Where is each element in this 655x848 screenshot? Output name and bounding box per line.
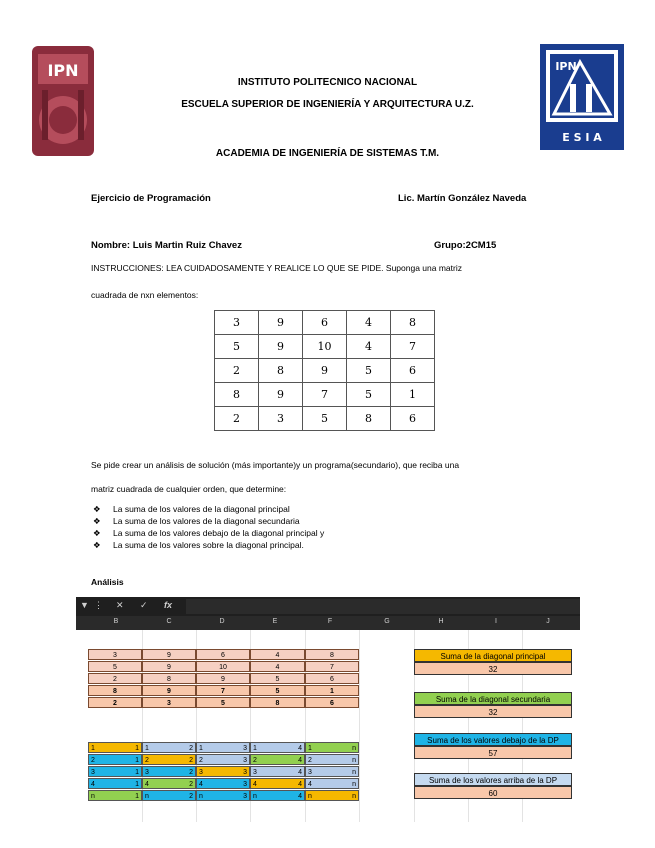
teacher-name: Lic. Martín González Naveda [398,193,527,204]
diag-principal-label[interactable]: Suma de la diagonal principal [414,649,572,662]
matrix-cell: 9 [303,359,347,383]
column-header[interactable]: C [166,618,172,625]
more-icon[interactable]: ⋮ [94,600,103,610]
column-header[interactable]: F [327,618,333,625]
index-col-label: n [352,793,356,800]
diag-secundaria-label[interactable]: Suma de la diagonal secundaria [414,692,572,705]
matrix-cell: 6 [391,407,435,431]
index-cell[interactable] [142,742,196,753]
index-row-label: 3 [145,769,149,776]
index-cell[interactable] [196,754,250,765]
index-row-label: 2 [91,757,95,764]
data-cell[interactable]: 9 [142,685,196,696]
matrix-cell: 2 [215,407,259,431]
esia-logo-right [540,44,624,150]
data-cell[interactable]: 9 [196,673,250,684]
index-cell[interactable] [142,790,196,801]
index-row-label: 4 [308,781,312,788]
column-header[interactable]: H [438,618,444,625]
data-cell[interactable]: 4 [250,649,305,660]
table-row [215,383,435,407]
index-cell[interactable] [305,766,359,777]
matrix-cell: 2 [215,359,259,383]
bullet-icon: ❖ [93,517,101,527]
diag-principal-value[interactable]: 32 [414,662,572,675]
matrix-cell: 7 [391,335,435,359]
index-row-label: 2 [199,757,203,764]
index-row-label: n [308,793,312,800]
formula-input[interactable] [186,599,580,614]
matrix-cell: 9 [259,383,303,407]
column-headers [76,616,580,630]
matrix-cell: 4 [347,335,391,359]
index-cell[interactable] [305,742,359,753]
data-cell[interactable]: 10 [196,661,250,672]
index-col-label: 3 [243,781,247,788]
index-cell[interactable] [196,790,250,801]
matrix-cell: 6 [303,311,347,335]
index-row-label: 3 [91,769,95,776]
index-cell[interactable] [88,766,142,777]
index-row-label: n [199,793,203,800]
column-header[interactable]: D [219,618,225,625]
index-cell[interactable] [250,754,305,765]
column-header[interactable]: G [384,618,390,625]
data-cell[interactable]: 5 [250,673,305,684]
index-cell[interactable] [196,742,250,753]
index-cell[interactable] [196,766,250,777]
index-cell[interactable] [305,754,359,765]
bullet-icon: ❖ [93,529,101,539]
index-col-label: 2 [189,757,193,764]
index-col-label: 4 [298,781,302,788]
index-col-label: 4 [298,745,302,752]
matrix-cell: 9 [259,311,303,335]
index-cell[interactable] [250,742,305,753]
list-item: ❖ La suma de los valores de la diagonal principal [93,504,290,515]
matrix-cell: 1 [391,383,435,407]
spreadsheet-screenshot [76,597,580,822]
index-row-label: 1 [91,745,95,752]
index-cell[interactable] [250,766,305,777]
data-cell[interactable]: 3 [142,697,196,708]
index-col-label: 1 [135,781,139,788]
column-header[interactable]: E [272,618,278,625]
index-col-label: 2 [189,781,193,788]
index-col-label: 3 [243,769,247,776]
data-cell[interactable]: 7 [305,661,359,672]
index-cell[interactable] [250,778,305,789]
data-cell[interactable]: 6 [305,697,359,708]
function-icon[interactable]: fx [164,600,173,610]
data-cell[interactable]: 6 [305,673,359,684]
analysis-title: Análisis [91,577,124,587]
index-col-label: n [352,781,356,788]
index-cell[interactable] [305,778,359,789]
below-diag-label[interactable]: Suma de los valores debajo de la DP [414,733,572,746]
column-header[interactable]: B [113,618,119,625]
index-row-label: 4 [253,781,257,788]
data-cell[interactable]: 5 [250,685,305,696]
column-header[interactable]: J [546,618,550,625]
index-row-label: 1 [253,745,257,752]
index-col-label: 3 [243,793,247,800]
index-col-label: n [352,769,356,776]
data-cell[interactable]: 5 [196,697,250,708]
index-cell[interactable] [88,742,142,753]
matrix-table [214,310,435,431]
index-cell[interactable] [142,754,196,765]
index-col-label: 4 [298,769,302,776]
index-col-label: 2 [189,793,193,800]
request-line-1: Se pide crear un análisis de solución (más importante)y un programa(secundario), que reciba una [91,460,460,470]
matrix-cell: 5 [347,383,391,407]
data-cell[interactable]: 8 [305,649,359,660]
above-diag-value[interactable]: 60 [414,786,572,799]
group-label: Grupo:2CM15 [434,240,497,251]
index-col-label: 3 [243,757,247,764]
data-cell[interactable]: 8 [88,685,142,696]
index-row-label: n [91,793,95,800]
matrix-cell: 9 [259,335,303,359]
index-cell[interactable] [88,754,142,765]
index-row-label: 3 [199,769,203,776]
data-cell[interactable]: 1 [305,685,359,696]
data-cell[interactable]: 6 [196,649,250,660]
matrix-cell: 8 [259,359,303,383]
index-col-label: 1 [135,793,139,800]
diag-secundaria-value[interactable]: 32 [414,705,572,718]
index-row-label: 1 [145,745,149,752]
academy-title: ACADEMIA DE INGENIERÍA DE SISTEMAS T.M. [215,148,440,159]
data-cell[interactable]: 3 [88,649,142,660]
index-row-label: 4 [91,781,95,788]
matrix-cell: 8 [347,407,391,431]
table-row [215,359,435,383]
index-col-label: 1 [135,745,139,752]
data-cell[interactable]: 8 [142,673,196,684]
matrix-cell: 7 [303,383,347,407]
index-cell[interactable] [88,790,142,801]
data-cell[interactable]: 9 [142,661,196,672]
index-cell[interactable] [88,778,142,789]
index-row-label: 4 [199,781,203,788]
instructions-line-2: cuadrada de nxn elementos: [91,290,199,300]
formula-bar [76,597,580,616]
bullet-icon: ❖ [93,505,101,515]
request-line-2: matriz cuadrada de cualquier orden, que determine: [91,484,287,494]
matrix-cell: 4 [347,311,391,335]
index-row-label: 2 [308,757,312,764]
exercise-title: Ejercicio de Programación [91,193,211,204]
index-col-label: 2 [189,745,193,752]
index-col-label: 4 [298,793,302,800]
column-header[interactable]: I [495,618,497,625]
index-cell[interactable] [250,790,305,801]
above-diag-label[interactable]: Suma de los valores arriba de la DP [414,773,572,786]
esia-logo-esia-text: E S I A [562,131,602,144]
matrix-cell: 5 [303,407,347,431]
index-row-label: 1 [199,745,203,752]
list-item: ❖ La suma de los valores sobre la diagonal principal. [93,540,304,551]
matrix-cell: 5 [215,335,259,359]
ipn-logo-text: IPN [47,61,79,80]
index-row-label: 3 [308,769,312,776]
below-diag-value[interactable]: 57 [414,746,572,759]
table-row [215,335,435,359]
index-cell[interactable] [142,778,196,789]
index-row-label: 2 [145,757,149,764]
index-row-label: n [253,793,257,800]
index-row-label: 2 [253,757,257,764]
bullet-icon: ❖ [93,541,101,551]
index-col-label: 2 [189,769,193,776]
matrix-cell: 8 [391,311,435,335]
matrix-cell: 6 [391,359,435,383]
index-cell[interactable] [305,790,359,801]
matrix-cell: 8 [215,383,259,407]
enter-icon[interactable]: ✓ [140,600,148,610]
student-name: Nombre: Luis Martin Ruiz Chavez [91,240,242,251]
data-cell[interactable]: 8 [250,697,305,708]
index-row-label: 3 [253,769,257,776]
index-row-label: 1 [308,745,312,752]
institute-title: INSTITUTO POLITECNICO NACIONAL [237,77,418,88]
list-item: ❖ La suma de los valores de la diagonal secundaria [93,516,300,527]
matrix-cell: 5 [347,359,391,383]
index-col-label: 3 [243,745,247,752]
index-row-label: 4 [145,781,149,788]
index-col-label: 1 [135,769,139,776]
matrix-cell: 3 [259,407,303,431]
index-col-label: n [352,757,356,764]
requirements-list [91,503,324,551]
index-cell[interactable] [196,778,250,789]
matrix-cell: 10 [303,335,347,359]
matrix-cell: 3 [215,311,259,335]
instructions-line-1: INSTRUCCIONES: LEA CUIDADOSAMENTE Y REALICE LO QUE SE PIDE. Suponga una matriz [91,263,462,273]
data-cell[interactable]: 2 [88,673,142,684]
index-col-label: 1 [135,757,139,764]
esia-logo-ipn-text: IPN [555,60,577,73]
school-title: ESCUELA SUPERIOR DE INGENIERÍA Y ARQUITECTURA U.Z. [181,99,474,110]
table-row [215,407,435,431]
data-cell[interactable]: 7 [196,685,250,696]
data-cell[interactable]: 4 [250,661,305,672]
cancel-icon[interactable]: ✕ [116,600,124,610]
data-cell[interactable]: 2 [88,697,142,708]
index-col-label: n [352,745,356,752]
list-item: ❖ La suma de los valores debajo de la diagonal principal y [93,528,325,539]
index-row-label: n [145,793,149,800]
index-col-label: 4 [298,757,302,764]
namebox-dropdown-icon[interactable]: ▼ [80,600,89,610]
data-cell[interactable]: 5 [88,661,142,672]
index-cell[interactable] [142,766,196,777]
table-row [215,311,435,335]
data-cell[interactable]: 9 [142,649,196,660]
